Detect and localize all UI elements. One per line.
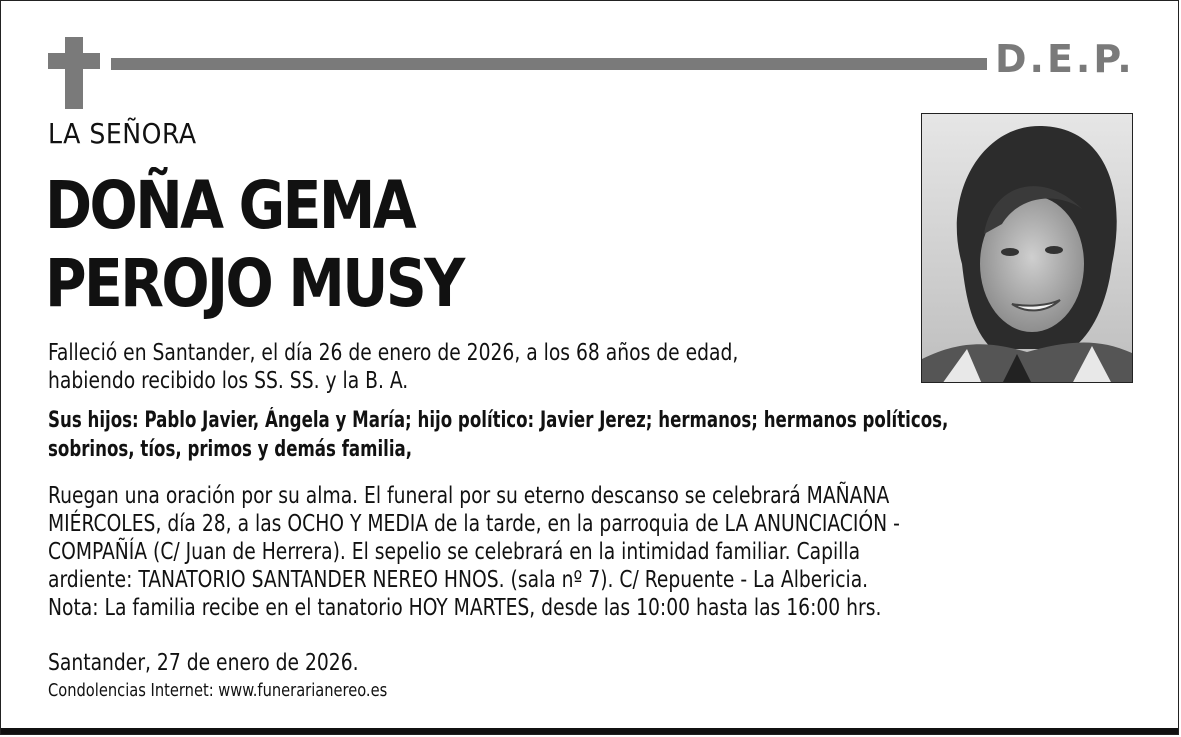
portrait-photo: [921, 113, 1133, 383]
death-notice-line-2: habiendo recibido los SS. SS. y la B. A.: [48, 368, 409, 394]
service-line-4: ardiente: TANATORIO SANTANDER NEREO HNOS. (sala nº 7). C/ Repuente - La Albericia.: [48, 567, 869, 593]
deceased-name-line-2: PEROJO MUSY: [45, 245, 463, 322]
service-line-1: Ruegan una oración por su alma. El funeral por su eterno descanso se celebrará MAÑANA: [48, 483, 890, 509]
service-line-2: MIÉRCOLES, día 28, a las OCHO Y MEDIA de la tarde, en la parroquia de LA ANUNCIACIÓN -: [48, 511, 900, 537]
service-details: [48, 482, 900, 622]
place-date: Santander, 27 de enero de 2026.: [48, 650, 359, 676]
footer-rule: [1, 728, 1178, 734]
deceased-name: [45, 167, 463, 323]
deceased-prefix: LA SEÑORA: [48, 117, 197, 150]
cross-icon: [48, 37, 100, 109]
death-notice-line-1: Falleció en Santander, el día 26 de enero de 2026, a los 68 años de edad,: [48, 340, 739, 366]
dep-label: D.E.P.: [995, 37, 1135, 81]
condolences-link[interactable]: Condolencias Internet: www.funerarianereo.es: [48, 680, 388, 701]
family-line-1: Sus hijos: Pablo Javier, Ángela y María; hijo político: Javier Jerez; hermanos; hermanos políticos,: [48, 408, 949, 433]
deceased-name-line-1: DOÑA GEMA: [45, 167, 415, 244]
service-line-5: Nota: La familia recibe en el tanatorio HOY MARTES, desde las 10:00 hasta las 16:00 hrs.: [48, 595, 882, 621]
death-notice: [48, 339, 738, 395]
header-rule: [111, 58, 987, 70]
service-line-3: COMPAÑÍA (C/ Juan de Herrera). El sepelio se celebrará en la intimidad familiar. Capilla: [48, 539, 861, 565]
family-list: [48, 406, 948, 464]
family-line-2: sobrinos, tíos, primos y demás familia,: [48, 437, 413, 462]
